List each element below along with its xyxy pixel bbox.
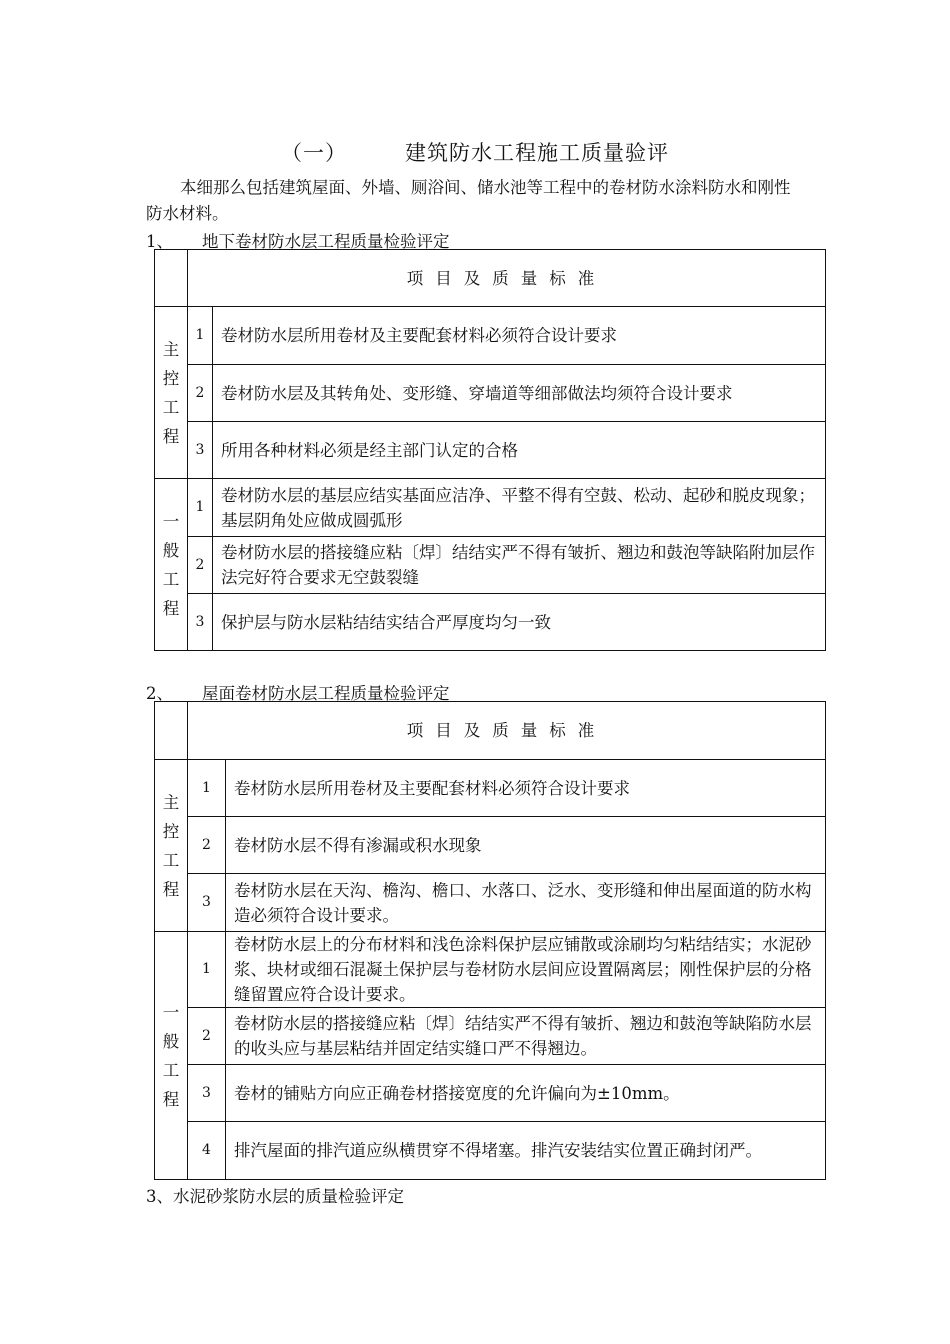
item-text: 卷材防水层所用卷材及主要配套材料必须符合设计要求 <box>213 307 826 365</box>
group-label-char: 控 <box>162 368 180 388</box>
item-text: 卷材防水层的搭接缝应粘〔焊〕结结实严不得有皱折、翘边和鼓泡等缺陷防水层的收头应与基层粘结并固定结实缝口严不得翘边。 <box>226 1008 826 1065</box>
table-row <box>155 422 826 479</box>
corner-cell <box>155 702 188 760</box>
table-row <box>155 874 826 932</box>
group-label <box>155 760 188 932</box>
item-number: 2 <box>188 817 226 874</box>
section2-table <box>154 701 826 1180</box>
group-label <box>155 932 188 1180</box>
item-text: 卷材防水层所用卷材及主要配套材料必须符合设计要求 <box>226 760 826 817</box>
table-header: 项目及质量标准 <box>188 702 826 760</box>
section2-number: 2、 <box>146 684 173 703</box>
item-number: 4 <box>188 1122 226 1180</box>
table-row <box>155 307 826 365</box>
table-row <box>155 594 826 651</box>
title-number: （一） <box>281 141 347 165</box>
item-number: 3 <box>188 594 213 651</box>
group-label-char: 程 <box>162 598 180 618</box>
group-label <box>155 479 188 651</box>
group-label-char: 般 <box>162 1031 180 1051</box>
section3-heading: 3、水泥砂浆防水层的质量检验评定 <box>146 1187 404 1206</box>
page-title <box>0 137 950 167</box>
table-row <box>155 365 826 422</box>
section2-title: 屋面卷材防水层工程质量检验评定 <box>202 684 450 703</box>
item-text: 卷材防水层不得有渗漏或积水现象 <box>226 817 826 874</box>
item-text: 排汽屋面的排汽道应纵横贯穿不得堵塞。排汽安装结实位置正确封闭严。 <box>226 1122 826 1180</box>
table-row <box>155 1065 826 1122</box>
item-text: 卷材防水层上的分布材料和浅色涂料保护层应铺散或涂刷均匀粘结结实；水泥砂浆、块材或细石混凝土保护层与卷材防水层间应设置隔离层；刚性保护层的分格缝留置应符合设计要求。 <box>226 932 826 1008</box>
section1-title: 地下卷材防水层工程质量检验评定 <box>202 232 450 251</box>
group-label-char: 程 <box>162 426 180 446</box>
item-number: 1 <box>188 760 226 817</box>
group-label-char: 工 <box>162 397 180 417</box>
table-header: 项目及质量标准 <box>188 250 826 307</box>
group-label-char: 主 <box>162 339 180 359</box>
table-row <box>155 537 826 594</box>
item-text: 所用各种材料必须是经主部门认定的合格 <box>213 422 826 479</box>
title-text: 建筑防水工程施工质量验评 <box>405 141 669 165</box>
group-label-char: 一 <box>162 511 180 531</box>
group-label-char: 一 <box>162 1002 180 1022</box>
item-number: 1 <box>188 307 213 365</box>
section1-table <box>154 249 826 651</box>
table-row <box>155 932 826 1008</box>
group-label-char: 主 <box>162 792 180 812</box>
item-number: 2 <box>188 537 213 594</box>
group-label-char: 工 <box>162 569 180 589</box>
item-number: 2 <box>188 365 213 422</box>
table-row <box>155 760 826 817</box>
group-label-char: 控 <box>162 821 180 841</box>
table-row <box>155 1122 826 1180</box>
table-row <box>155 479 826 537</box>
item-number: 3 <box>188 422 213 479</box>
group-label-char: 般 <box>162 540 180 560</box>
table-header-row <box>155 702 826 760</box>
item-number: 2 <box>188 1008 226 1065</box>
item-number: 3 <box>188 1065 226 1122</box>
item-number: 1 <box>188 932 226 1008</box>
corner-cell <box>155 250 188 307</box>
item-text: 卷材防水层及其转角处、变形缝、穿墙道等细部做法均须符合设计要求 <box>213 365 826 422</box>
group-label-char: 程 <box>162 1089 180 1109</box>
group-label <box>155 307 188 479</box>
item-number: 3 <box>188 874 226 932</box>
group-label-char: 工 <box>162 1060 180 1080</box>
item-text: 保护层与防水层粘结结实结合严厚度均匀一致 <box>213 594 826 651</box>
item-text: 卷材防水层的搭接缝应粘〔焊〕结结实严不得有皱折、翘边和鼓泡等缺陷附加层作法完好符合要求无空鼓裂缝 <box>213 537 826 594</box>
item-text: 卷材的铺贴方向应正确卷材搭接宽度的允许偏向为±10mm。 <box>226 1065 826 1122</box>
group-label-char: 程 <box>162 879 180 899</box>
section1-number: 1、 <box>146 232 173 251</box>
item-number: 1 <box>188 479 213 537</box>
table-header-row <box>155 250 826 307</box>
intro-paragraph: 本细那么包括建筑屋面、外墙、厕浴间、储水池等工程中的卷材防水涂料防水和刚性防水材料。 <box>146 178 791 223</box>
table-row <box>155 817 826 874</box>
item-text: 卷材防水层在天沟、檐沟、檐口、水落口、泛水、变形缝和伸出屋面道的防水构造必须符合设计要求。 <box>226 874 826 932</box>
table-row <box>155 1008 826 1065</box>
item-text: 卷材防水层的基层应结实基面应洁净、平整不得有空鼓、松动、起砂和脱皮现象；基层阴角处应做成圆弧形 <box>213 479 826 537</box>
group-label-char: 工 <box>162 850 180 870</box>
